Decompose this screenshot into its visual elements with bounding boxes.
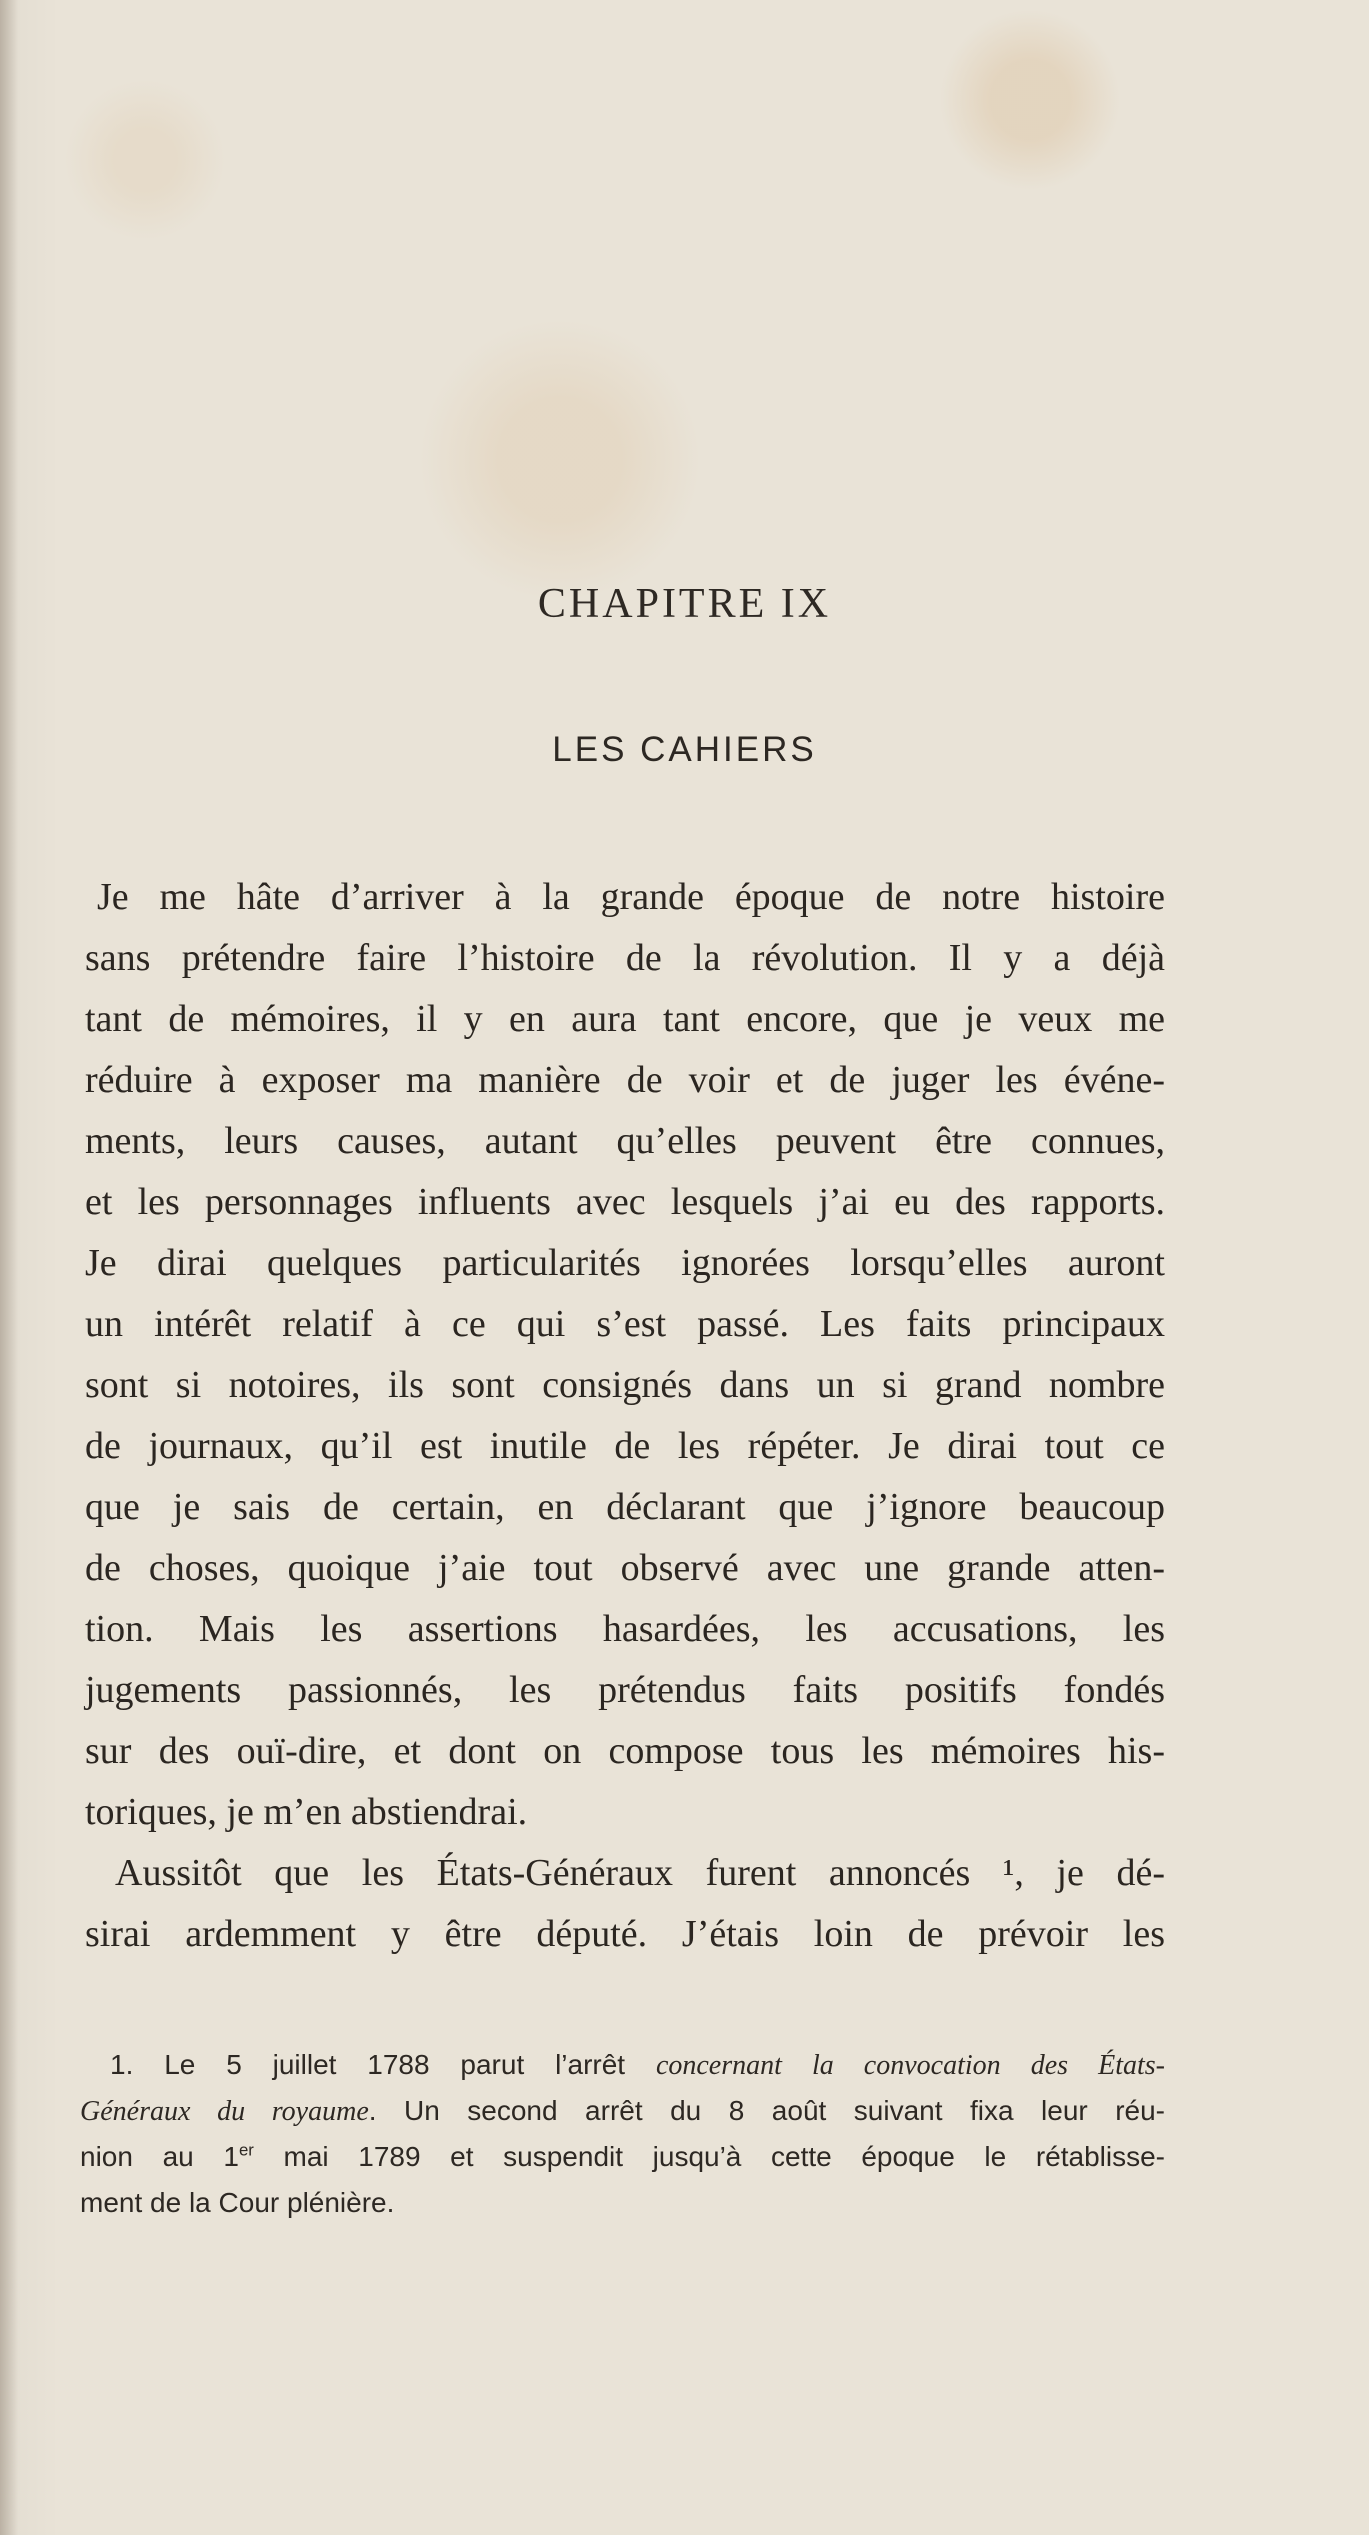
text-line: de choses, quoique j’aie tout observé avec une grande atten- — [85, 1547, 1165, 1589]
footnote-line: 1. Le 5 juillet 1788 parut l’arrêt concernant la convocation des États- — [110, 2049, 1165, 2081]
text-line: sont si notoires, ils sont consignés dans un si grand nombre — [85, 1364, 1165, 1406]
text-line: sur des ouï-dire, et dont on compose tous les mémoires his- — [85, 1730, 1165, 1772]
page-spine-shadow — [0, 0, 18, 2535]
text-line: Aussitôt que les États-Généraux furent annoncés ¹, je dé- — [115, 1852, 1165, 1894]
chapter-title: LES CAHIERS — [552, 730, 817, 769]
footnote — [80, 2042, 1165, 2226]
text-line: toriques, je m’en abstiendrai. — [85, 1791, 528, 1833]
text-line: Je me hâte d’arriver à la grande époque de notre histoire — [97, 876, 1165, 918]
footnote-line: ment de la Cour plénière. — [80, 2187, 395, 2218]
text-line: Je dirai quelques particularités ignorées lorsqu’elles auront — [85, 1242, 1165, 1284]
footnote-line: nion au 1er mai 1789 et suspendit jusqu’à cette époque le rétablisse- — [80, 2140, 1166, 2172]
text-line: sirai ardemment y être député. J’étais loin de prévoir les — [85, 1913, 1165, 1955]
text-line: jugements passionnés, les prétendus faits positifs fondés — [85, 1669, 1165, 1711]
text-line: tion. Mais les assertions hasardées, les accusations, les — [85, 1608, 1165, 1650]
text-line: un intérêt relatif à ce qui s’est passé. Les faits principaux — [85, 1303, 1165, 1345]
text-line: de journaux, qu’il est inutile de les répéter. Je dirai tout ce — [85, 1425, 1165, 1467]
body-text — [85, 867, 1165, 1965]
chapter-heading: CHAPITRE IX — [537, 581, 832, 627]
text-line: ments, leurs causes, autant qu’elles peuvent être connues, — [85, 1120, 1165, 1162]
text-line: sans prétendre faire l’histoire de la révolution. Il y a déjà — [85, 937, 1165, 979]
text-line: tant de mémoires, il y en aura tant encore, que je veux me — [85, 998, 1165, 1040]
footnote-line: Généraux du royaume. Un second arrêt du 8 août suivant fixa leur réu- — [80, 2095, 1165, 2127]
text-line: que je sais de certain, en déclarant que j’ignore beaucoup — [85, 1486, 1165, 1528]
text-line: réduire à exposer ma manière de voir et de juger les événe- — [85, 1059, 1165, 1101]
text-line: et les personnages influents avec lesquels j’ai eu des rapports. — [85, 1181, 1165, 1223]
